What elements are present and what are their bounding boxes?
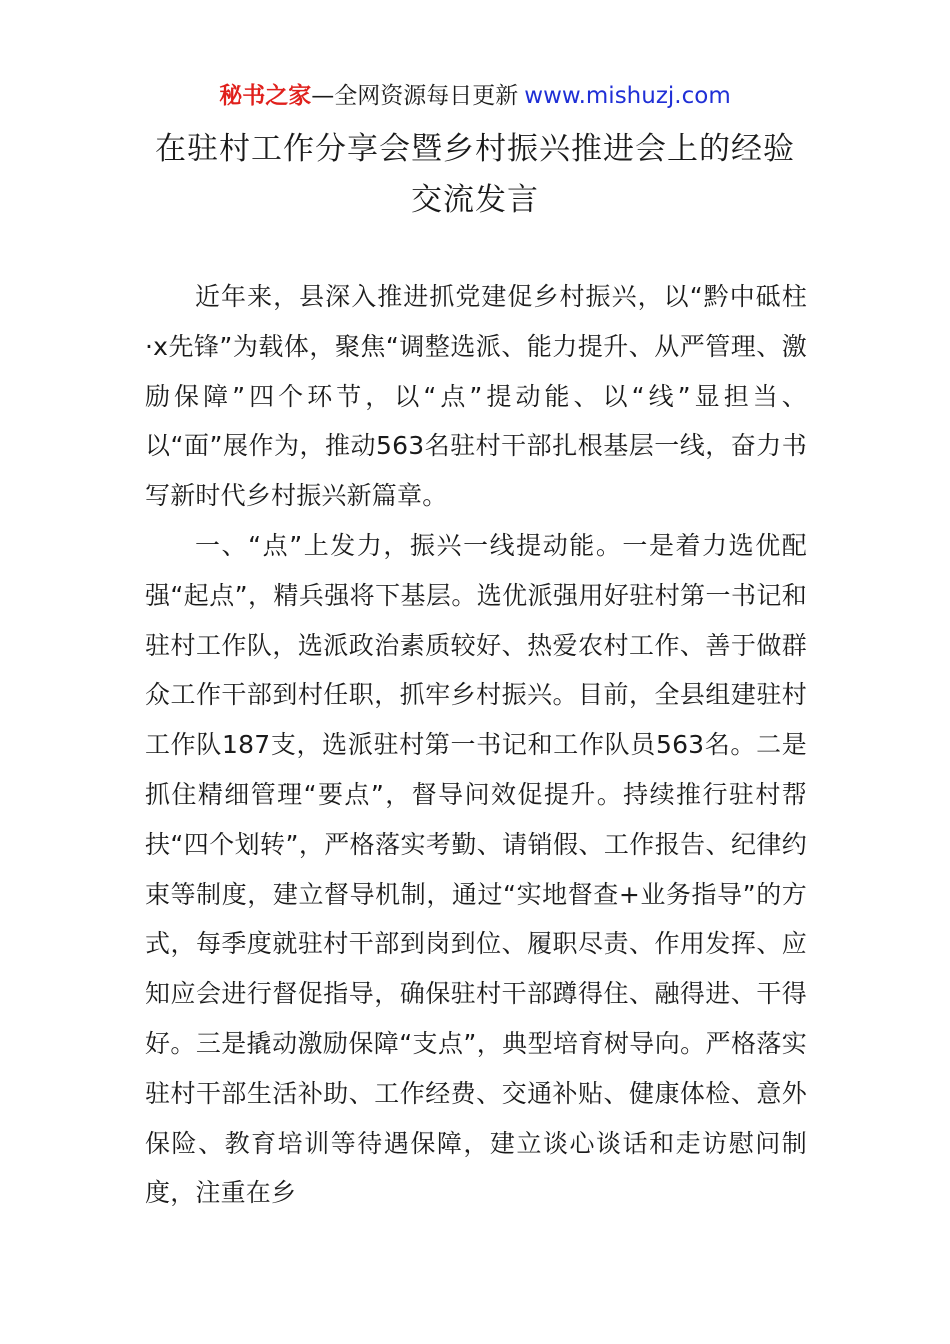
- document-title: 在驻村工作分享会暨乡村振兴推进会上的经验交流发言: [155, 131, 795, 218]
- body-paragraph-section-one: 一、“点”上发力，振兴一线提动能。一是着力选优配强“起点”，精兵强将下基层。选优派强用好驻村第一书记和驻村工作队，选派政治素质较好、热爱农村工作、善于做群众工作干部到村任职，抓牢乡村振兴。目前，全县组建驻村工作队187支，选派驻村第一书记和工作队员563名。二是抓住精细管理“要点”，督导问效促提升。持续推行驻村帮扶“四个划转”，严格落实考勤、请销假、工作报告、纪律约束等制度，建立督导机制，通过“实地督查+业务指导”的方式，每季度就驻村干部到岗到位、履职尽责、作用发挥、应知应会进行督促指导，确保驻村干部蹲得住、融得进、干得好。三是撬动激励保障“支点”，典型培育树导向。严格落实驻村干部生活补助、工作经费、交通补贴、健康体检、意外保险、教育培训等待遇保障，建立谈心谈话和走访慰问制度，注重在乡: [145, 530, 807, 1208]
- document-body: [145, 272, 807, 1218]
- site-brand: 秘书之家: [219, 83, 312, 109]
- site-header: [0, 80, 950, 112]
- site-url-link[interactable]: www.mishuzj.com: [524, 83, 731, 109]
- site-tagline: —全网资源每日更新: [311, 83, 519, 109]
- body-paragraph-intro: 近年来，县深入推进抓党建促乡村振兴，以“黔中砥柱·x先锋”为载体，聚焦“调整选派、能力提升、从严管理、激励保障”四个环节，以“点”提动能、以“线”显担当、以“面”展作为，推动563名驻村干部扎根基层一线，奋力书写新时代乡村振兴新篇章。: [145, 282, 807, 511]
